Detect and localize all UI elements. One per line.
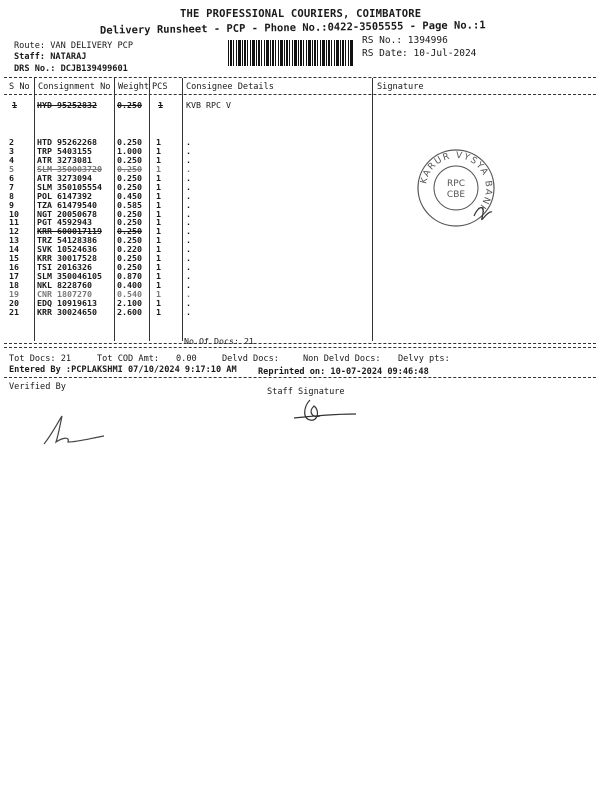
row-consignment: EDQ 10919613 [37,297,97,308]
row-consignee: . [186,217,191,228]
row-weight: 0.250 [117,262,142,273]
verified-signature-image [38,412,108,452]
row-consignee: KVB RPC V [186,100,231,110]
row-consignee: . [186,271,191,282]
row-consignment: CNR 1807270 [37,288,92,299]
row-weight: 0.250 [117,217,142,228]
row-pcs: 1 [156,199,161,210]
document-subtitle: Delivery Runsheet - PCP - Phone No.:0422-3505555 - Page No.:1 [99,19,486,37]
row-weight: 1.000 [117,145,142,156]
col-weight: Weight [118,82,150,92]
row-weight: 0.250 [117,253,142,264]
row-weight: 0.585 [117,199,142,210]
row-weight: 0.250 [117,172,142,183]
row-sno: 7 [9,181,14,192]
col-consignee: Consignee Details [186,82,274,92]
row-pcs: 1 [156,217,161,228]
rs-date: RS Date: 10-Jul-2024 [362,48,477,59]
row-consignee: . [186,288,191,299]
row-consignment: ATR 3273081 [37,154,92,165]
row-consignment: KRR 30024650 [37,306,97,317]
row-sno: 9 [9,199,14,210]
row-consignment: SLM 350105554 [37,181,102,192]
delivered-docs: Delvd Docs: [222,354,279,364]
row-sno: 6 [9,172,14,183]
staff-signature-label: Staff Signature [267,387,345,397]
row-pcs: 1 [156,288,161,299]
row-pcs: 1 [156,271,161,282]
row-consignee: . [186,297,191,308]
col-consignment: Consignment No [38,82,111,92]
row-pcs: 1 [156,262,161,273]
row-weight: 0.250 [117,235,142,246]
row-consignee: . [186,235,191,246]
reprinted-on: Reprinted on: 10-07-2024 09:46:48 [258,367,429,377]
footer-divider-bottom [4,377,596,378]
row-sno: 17 [9,271,19,282]
header-divider-bottom [4,94,596,95]
stamp-bank-name: KARUR VYSYA BANK [419,150,494,214]
table-row [0,308,600,317]
total-cod-value: 0.00 [176,354,197,364]
col-signature: Signature [377,82,424,92]
row-consignee: . [186,163,191,174]
total-docs: Tot Docs: 21 [9,354,72,364]
verified-by-label: Verified By [9,382,66,392]
row-pcs: 1 [156,235,161,246]
row-consignment: SVK 10524636 [37,244,97,255]
row-pcs: 1 [156,297,161,308]
row-sno: 14 [9,244,19,255]
row-pcs: 1 [156,280,161,290]
bank-stamp-image [416,148,496,228]
row-consignee: . [186,208,191,219]
stamp-rpc: RPC [447,179,465,189]
row-pcs: 1 [156,190,161,201]
row-sno: 2 [9,137,14,147]
row-sno: 19 [9,288,19,299]
row-consignment: TRZ 54128386 [37,235,97,246]
row-consignee: . [186,226,191,237]
row-consignment: TSI 2016326 [37,262,92,273]
row-consignment: PGT 4592943 [37,217,92,228]
consignment-list [0,138,600,317]
row-sno: 3 [9,145,14,156]
stamp-cbe: CBE [446,190,466,200]
col-sno: S No [9,82,30,92]
row-consignee: . [186,244,191,255]
row-weight: 0.220 [117,244,142,255]
no-of-docs: No.Of Docs: 21 [184,336,254,346]
row-sno: 20 [9,297,19,308]
row-pcs: 1 [156,306,161,317]
row-pcs: 1 [156,181,161,192]
row-pcs: 1 [156,244,161,255]
row-sno: 4 [9,154,14,165]
row-weight: 0.250 [117,226,142,237]
col-pcs: PCS [152,82,168,92]
drs-number: DRS No.: DCJB139499601 [14,64,128,74]
barcode-image [228,40,354,66]
row-pcs: 1 [156,145,161,156]
route-label: Route: VAN DELIVERY PCP [14,41,133,51]
row-pcs: 1 [156,226,161,237]
row-consignment: HYD 95252832 [37,100,97,110]
row-weight: 0.870 [117,271,142,282]
row-weight: 0.540 [117,288,142,299]
row-sno: 5 [9,163,14,174]
row-sno: 10 [9,208,19,219]
row-consignment: SLM 350046105 [37,271,102,282]
row-weight: 0.250 [117,208,142,219]
footer-divider-2 [4,347,596,348]
row-consignee: . [186,137,191,147]
row-weight: 2.100 [117,297,142,308]
row-consignment: NKL 8228760 [37,280,92,290]
row-consignee: . [186,154,191,165]
row-pcs: 1 [158,100,163,110]
row-consignment: TZA 61479540 [37,199,97,210]
row-consignee: . [186,181,191,192]
row-sno: 18 [9,280,19,290]
row-consignment: NGT 20050678 [37,208,97,219]
row-consignee: . [186,172,191,183]
row-consignee: . [186,190,191,201]
row-sno: 16 [9,262,19,273]
row-sno: 11 [9,217,19,228]
row-consignment: SLM 350003720 [37,163,102,174]
non-delivered-docs: Non Delvd Docs: [303,354,381,364]
row-consignment: ATR 3273094 [37,172,92,183]
row-sno: 12 [9,226,19,237]
row-pcs: 1 [156,253,161,264]
row-consignee: . [186,145,191,156]
row-pcs: 1 [156,154,161,165]
row-consignee: . [186,199,191,210]
footer-divider-top [4,343,596,344]
total-cod-label: Tot COD Amt: [97,354,160,364]
row-pcs: 1 [156,208,161,219]
row-weight: 0.250 [117,154,142,165]
row-sno: 1 [12,100,17,110]
row-weight: 0.250 [117,100,142,110]
row-pcs: 1 [156,163,161,174]
row-consignment: TRP 5403155 [37,145,92,156]
row-consignee: . [186,262,191,273]
row-sno: 15 [9,253,19,264]
rs-number: RS No.: 1394996 [362,35,448,46]
delivery-points: Delvy pts: [398,354,450,364]
row-consignment: HTD 95262268 [37,137,97,147]
row-weight: 0.250 [117,181,142,192]
staff-signature-image [290,396,360,432]
row-consignee: . [186,253,191,264]
row-weight: 0.250 [117,163,142,174]
document-title: THE PROFESSIONAL COURIERS, COIMBATORE [180,8,422,20]
row-consignee: . [186,306,191,317]
row-sno: 13 [9,235,19,246]
row-weight: 0.400 [117,280,142,290]
row-consignee: . [186,280,191,290]
row-pcs: 1 [156,172,161,183]
row-pcs: 1 [156,137,161,147]
row-consignment: KRR 600017119 [37,226,102,237]
entered-by: Entered By :PCPLAKSHMI 07/10/2024 9:17:10 AM [9,365,237,375]
row-weight: 0.450 [117,190,142,201]
row-consignment: POL 6147392 [37,190,92,201]
row-consignment: KRR 30017528 [37,253,97,264]
row-sno: 8 [9,190,14,201]
row-weight: 0.250 [117,137,142,147]
staff-label: Staff: NATARAJ [14,52,87,62]
row-weight: 2.600 [117,306,142,317]
row-sno: 21 [9,306,19,317]
header-divider-top [4,77,596,78]
